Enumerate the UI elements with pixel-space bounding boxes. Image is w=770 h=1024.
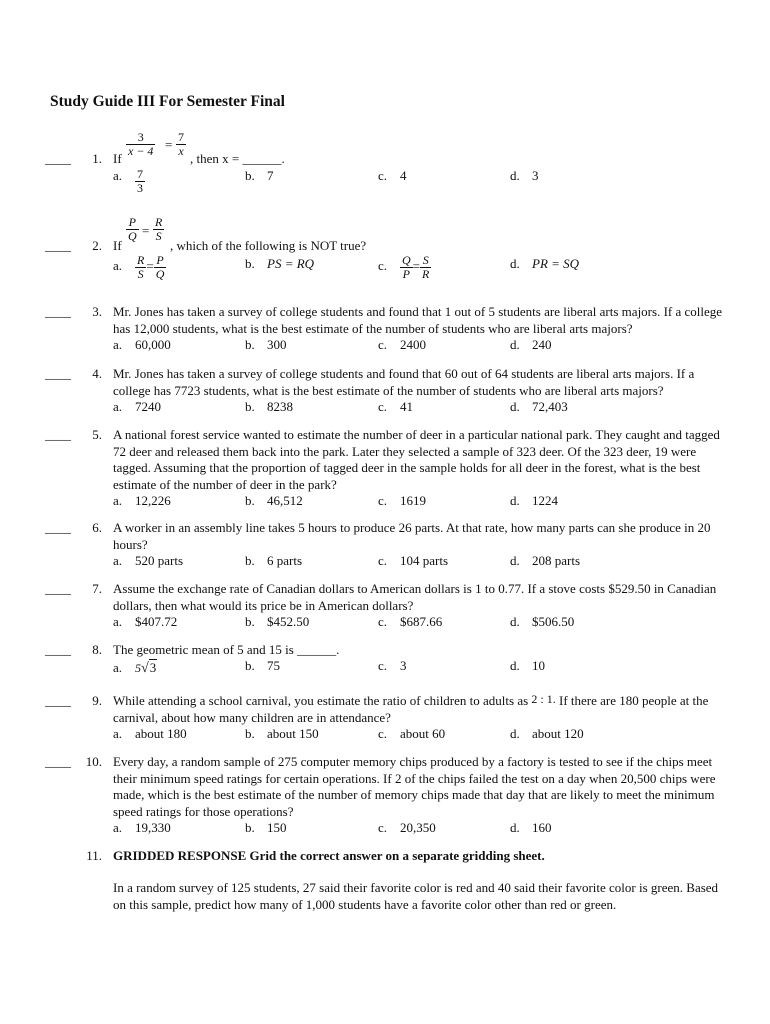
answer-blank[interactable]: ____ [45,427,71,442]
choice-d[interactable]: d. 160 [510,820,552,835]
choice-c[interactable]: c. 3 [378,658,407,673]
choice-b[interactable]: b. 46,512 [245,493,303,508]
choice-c[interactable]: c. 2400 [378,337,426,352]
choice-b[interactable]: b. about 150 [245,726,319,741]
question-2: $\frac{P}{Q}$ = $\frac{R}{S}$ ____ 2. If , which of the following is NOT true? a. $\frac{R}{S}$ = $\frac{P}{Q}$ b. PS = RQ c. $\frac{Q}{P}$ = $\frac{S}{R}$ d. PR = SQ [45,215,580,281]
choice-d[interactable]: d. 240 [510,337,552,352]
choice-d[interactable]: d. 1224 [510,493,558,508]
answer-blank[interactable]: ____ [45,693,71,708]
choice-c[interactable]: c. 1619 [378,493,426,508]
answer-blank[interactable]: ____ [45,642,71,657]
choice-c[interactable]: c. about 60 [378,726,446,741]
question-text: A worker in an assembly line takes 5 hours to produce 26 parts. At that rate, how many parts can she produce in 20 hours? [113,520,711,552]
choice-c[interactable]: c. $687.66 [378,614,443,629]
question-number: 5. [92,427,102,442]
question-text: A national forest service wanted to estimate the number of deer in a particular national park. They caught and tagged 72 deer and released them back into the park. Later they selected a sample of 323 deer. Of the 323 deer, 19 were tagged. Assuming that the proportion of tagged deer in the sample holds for all deer in the forest, what is the best estimate of the number of deer in the park? [113,427,720,492]
choice-c[interactable]: c. 104 parts [378,553,449,568]
question-number: 8. [92,642,102,657]
answer-blank[interactable]: ____ [45,366,71,381]
question-number: 11. [86,848,102,863]
question-heading: GRIDDED RESPONSE Grid the correct answer on a separate gridding sheet. [113,848,545,863]
choice-d[interactable]: d. 3 [510,168,539,183]
choice-c[interactable]: c. 20,350 [378,820,436,835]
choice-d[interactable]: d. 72,403 [510,399,568,414]
question-text: In a random survey of 125 students, 27 said their favorite color is red and 40 said their favorite color is green. Based on this sample, predict how many of 1,000 students have a favorite color other than red or green. [113,880,719,912]
question-number: 4. [92,366,102,381]
question-number: 9. [92,693,102,708]
choice-a[interactable]: a. 60,000 [113,337,171,352]
choice-c[interactable]: c. 41 [378,399,413,414]
choice-b[interactable]: b. 150 [245,820,287,835]
choice-a[interactable]: a. $407.72 [113,614,178,629]
question-number: 10. [85,754,102,769]
choice-b[interactable]: b. 6 parts [245,553,303,568]
question-text: Mr. Jones has taken a survey of college students and found that 60 out of 64 students are liberal arts majors. If a college has 7723 students, what is the best estimate of the number of students who are liberal arts majors? [113,366,695,398]
choice-d[interactable]: d. about 120 [510,726,584,741]
answer-blank[interactable]: ____ [45,238,71,253]
question-number: 6. [92,520,102,535]
equation-2: $\frac{P}{Q}$ [128,215,137,243]
sqrt-symbol: √ [141,661,149,676]
choice-d[interactable]: d. PR = SQ [510,256,580,271]
choice-c[interactable]: c. $\frac{Q}{P}$ = $\frac{S}{R}$ [378,253,430,281]
choice-d[interactable]: d. 10 [510,658,545,673]
choice-a[interactable]: a. $\frac{7}{3}$ [113,167,143,195]
answer-blank[interactable]: ____ [45,304,71,319]
answer-blank[interactable]: ____ [45,581,71,596]
choice-b[interactable]: b. 300 [245,337,287,352]
choice-a[interactable]: a. 12,226 [113,493,171,508]
choice-c[interactable]: c. 4 [378,168,407,183]
answer-blank[interactable]: ____ [45,520,71,535]
choice-a[interactable]: a. 19,330 [113,820,171,835]
choice-b[interactable]: b. 8238 [245,399,293,414]
question-number: 2. [92,238,102,253]
equation-1: $\frac{3}{x - 4}$ [128,130,154,158]
question-number: 3. [92,304,102,319]
equation-2-rhs: $\frac{R}{S}$ [155,215,163,243]
choice-a[interactable]: a. about 180 [113,726,187,741]
choice-a[interactable]: a. 5√3 [113,660,157,676]
question-number: 7. [92,581,102,596]
question-text: The geometric mean of 5 and 15 is ______. [113,642,340,657]
choice-a[interactable]: a. $\frac{R}{S}$ = $\frac{P}{Q}$ [113,253,165,281]
choice-d[interactable]: d. $506.50 [510,614,575,629]
question-text: While attending a school carnival, you estimate the ratio of children to adults as 2 : 1. If there are 180 people at the carnival, about how many children are in attendance? [113,692,709,725]
answer-blank[interactable]: ____ [45,754,71,769]
page-title: Study Guide III For Semester Final [50,93,285,110]
question-1: $\frac{3}{x - 4}$ = $\frac{7}{x}$ ____ 1. If , then x = ______. a. $\frac{7}{3}$ b. 7 c. 4 d. 3 [45,130,539,195]
choice-b[interactable]: b. 7 [245,168,274,183]
question-text: Every day, a random sample of 275 computer memory chips produced by a factory is tested to see if the chips meet their minimum speed ratings for certain operations. If 2 of the chips failed the test on a day when 20,500 chips were made, which is the best estimate of the number of memory chips made that day that are likely to meet the minimum speed ratings for those operations? [113,754,716,819]
question-text: Assume the exchange rate of Canadian dollars to American dollars is 1 to 0.77. If a stove costs $529.50 in Canadian dollars, then what would its price be in American dollars? [113,581,717,613]
choice-b[interactable]: b. 75 [245,658,280,673]
answer-blank[interactable]: ____ [45,151,71,166]
choice-b[interactable]: b. $452.50 [245,614,310,629]
question-text: Mr. Jones has taken a survey of college students and found that 1 out of 5 students are liberal arts majors. If a college has 12,000 students, what is the best estimate of the number of students who are liberal arts majors? [113,304,723,336]
choice-a[interactable]: a. 520 parts [113,553,184,568]
equation-1-rhs: $\frac{7}{x}$ [178,130,184,158]
choice-a[interactable]: a. 7240 [113,399,161,414]
choice-d[interactable]: d. 208 parts [510,553,581,568]
question-number: 1. [92,151,102,166]
choice-b[interactable]: b. PS = RQ [245,256,315,271]
